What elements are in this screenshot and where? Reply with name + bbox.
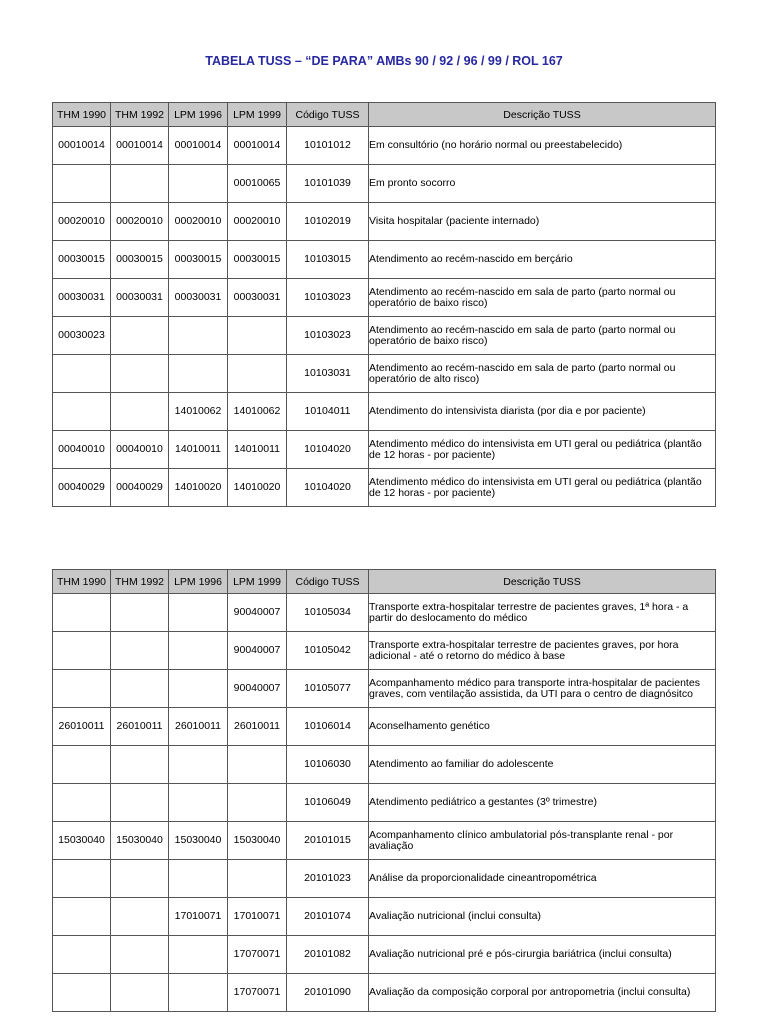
codigo-tuss-cell: 10106049 xyxy=(287,784,369,822)
lpm1999-cell: 14010062 xyxy=(228,393,287,431)
lpm1996-cell: 00020010 xyxy=(169,203,228,241)
table-row xyxy=(53,317,716,355)
thm1990-cell xyxy=(53,746,111,784)
lpm1996-cell xyxy=(169,355,228,393)
descricao-tuss-cell: Atendimento ao recém-nascido em berçário xyxy=(369,241,716,279)
codigo-tuss-cell: 10103023 xyxy=(287,317,369,355)
descricao-tuss-cell: Análise da proporcionalidade cineantropométrica xyxy=(369,860,716,898)
col-header-thm1992: THM 1992 xyxy=(111,570,169,594)
thm1992-cell: 00040010 xyxy=(111,431,169,469)
thm1990-cell: 00040029 xyxy=(53,469,111,507)
col-header-thm1990: THM 1990 xyxy=(53,570,111,594)
table-row xyxy=(53,860,716,898)
table-row xyxy=(53,974,716,1012)
table-row xyxy=(53,203,716,241)
table-row xyxy=(53,241,716,279)
lpm1996-cell xyxy=(169,165,228,203)
lpm1999-cell: 17070071 xyxy=(228,936,287,974)
codigo-tuss-cell: 20101023 xyxy=(287,860,369,898)
lpm1996-cell xyxy=(169,784,228,822)
descricao-tuss-cell: Acompanhamento clínico ambulatorial pós-transplante renal - por avaliação xyxy=(369,822,716,860)
descricao-tuss-cell: Atendimento ao recém-nascido em sala de parto (parto normal ou operatório de alto risco) xyxy=(369,355,716,393)
lpm1996-cell: 26010011 xyxy=(169,708,228,746)
descricao-tuss-cell: Transporte extra-hospitalar terrestre de pacientes graves, 1ª hora - a partir do deslocamento do médico xyxy=(369,594,716,632)
col-header-codigo-tuss: Código TUSS xyxy=(287,570,369,594)
codigo-tuss-cell: 10104020 xyxy=(287,469,369,507)
lpm1996-cell: 14010011 xyxy=(169,431,228,469)
page-title: TABELA TUSS – “DE PARA” AMBs 90 / 92 / 96 / 99 / ROL 167 xyxy=(205,54,563,68)
col-header-thm1990: THM 1990 xyxy=(53,103,111,127)
thm1992-cell xyxy=(111,393,169,431)
descricao-tuss-cell: Em consultório (no horário normal ou preestabelecido) xyxy=(369,127,716,165)
thm1992-cell xyxy=(111,594,169,632)
thm1990-cell: 00030031 xyxy=(53,279,111,317)
lpm1999-cell: 15030040 xyxy=(228,822,287,860)
lpm1999-cell: 00020010 xyxy=(228,203,287,241)
descricao-tuss-cell: Atendimento médico do intensivista em UTI geral ou pediátrica (plantão de 12 horas - por paciente) xyxy=(369,431,716,469)
lpm1999-cell: 00010065 xyxy=(228,165,287,203)
thm1990-cell xyxy=(53,898,111,936)
col-header-thm1992: THM 1992 xyxy=(111,103,169,127)
descricao-tuss-cell: Visita hospitalar (paciente internado) xyxy=(369,203,716,241)
thm1992-cell: 00010014 xyxy=(111,127,169,165)
codigo-tuss-cell: 10104020 xyxy=(287,431,369,469)
thm1992-cell xyxy=(111,860,169,898)
lpm1999-cell xyxy=(228,746,287,784)
lpm1999-cell: 00030031 xyxy=(228,279,287,317)
col-header-descricao-tuss: Descrição TUSS xyxy=(369,103,716,127)
lpm1996-cell xyxy=(169,317,228,355)
lpm1999-cell xyxy=(228,784,287,822)
lpm1999-cell: 14010020 xyxy=(228,469,287,507)
col-header-lpm1996: LPM 1996 xyxy=(169,570,228,594)
table-row xyxy=(53,165,716,203)
thm1990-cell xyxy=(53,860,111,898)
codigo-tuss-cell: 20101090 xyxy=(287,974,369,1012)
thm1992-cell xyxy=(111,936,169,974)
table-row xyxy=(53,784,716,822)
table-row xyxy=(53,746,716,784)
table-row xyxy=(53,393,716,431)
lpm1999-cell xyxy=(228,355,287,393)
descricao-tuss-cell: Avaliação nutricional (inclui consulta) xyxy=(369,898,716,936)
thm1990-cell: 00020010 xyxy=(53,203,111,241)
codigo-tuss-cell: 10101039 xyxy=(287,165,369,203)
lpm1996-cell: 14010062 xyxy=(169,393,228,431)
table-row xyxy=(53,670,716,708)
thm1992-cell xyxy=(111,670,169,708)
lpm1999-cell: 17010071 xyxy=(228,898,287,936)
codigo-tuss-cell: 20101074 xyxy=(287,898,369,936)
lpm1996-cell: 17010071 xyxy=(169,898,228,936)
codigo-tuss-cell: 10105034 xyxy=(287,594,369,632)
descricao-tuss-cell: Avaliação da composição corporal por antropometria (inclui consulta) xyxy=(369,974,716,1012)
descricao-tuss-cell: Acompanhamento médico para transporte intra-hospitalar de pacientes graves, com ventilação assistida, da UTI para o centro de diagnósitco xyxy=(369,670,716,708)
lpm1996-cell xyxy=(169,746,228,784)
thm1990-cell xyxy=(53,632,111,670)
col-header-lpm1999: LPM 1999 xyxy=(228,103,287,127)
lpm1996-cell: 00030031 xyxy=(169,279,228,317)
codigo-tuss-cell: 10105077 xyxy=(287,670,369,708)
thm1992-cell: 00030015 xyxy=(111,241,169,279)
thm1990-cell xyxy=(53,165,111,203)
lpm1999-cell: 26010011 xyxy=(228,708,287,746)
table-row xyxy=(53,708,716,746)
thm1990-cell: 00030015 xyxy=(53,241,111,279)
codigo-tuss-cell: 10105042 xyxy=(287,632,369,670)
descricao-tuss-cell: Atendimento ao recém-nascido em sala de parto (parto normal ou operatório de baixo risco) xyxy=(369,279,716,317)
table-row xyxy=(53,355,716,393)
codigo-tuss-cell: 10106030 xyxy=(287,746,369,784)
thm1990-cell xyxy=(53,594,111,632)
thm1992-cell xyxy=(111,632,169,670)
col-header-codigo-tuss: Código TUSS xyxy=(287,103,369,127)
lpm1999-cell xyxy=(228,317,287,355)
lpm1999-cell: 17070071 xyxy=(228,974,287,1012)
thm1992-cell: 00020010 xyxy=(111,203,169,241)
lpm1996-cell xyxy=(169,860,228,898)
descricao-tuss-cell: Em pronto socorro xyxy=(369,165,716,203)
thm1990-cell xyxy=(53,355,111,393)
codigo-tuss-cell: 10103023 xyxy=(287,279,369,317)
thm1990-cell xyxy=(53,670,111,708)
lpm1996-cell xyxy=(169,936,228,974)
table-row xyxy=(53,127,716,165)
thm1990-cell: 00030023 xyxy=(53,317,111,355)
thm1990-cell xyxy=(53,784,111,822)
thm1992-cell xyxy=(111,355,169,393)
thm1992-cell xyxy=(111,317,169,355)
thm1992-cell xyxy=(111,746,169,784)
descricao-tuss-cell: Atendimento médico do intensivista em UTI geral ou pediátrica (plantão de 12 horas - por paciente) xyxy=(369,469,716,507)
lpm1999-cell: 90040007 xyxy=(228,632,287,670)
lpm1996-cell: 00030015 xyxy=(169,241,228,279)
table-row xyxy=(53,936,716,974)
table-row xyxy=(53,822,716,860)
thm1990-cell: 00040010 xyxy=(53,431,111,469)
descricao-tuss-cell: Atendimento do intensivista diarista (por dia e por paciente) xyxy=(369,393,716,431)
col-header-lpm1999: LPM 1999 xyxy=(228,570,287,594)
lpm1996-cell xyxy=(169,974,228,1012)
thm1992-cell xyxy=(111,974,169,1012)
thm1992-cell: 26010011 xyxy=(111,708,169,746)
codigo-tuss-cell: 10106014 xyxy=(287,708,369,746)
codigo-tuss-cell: 10103015 xyxy=(287,241,369,279)
lpm1999-cell: 14010011 xyxy=(228,431,287,469)
col-header-descricao-tuss: Descrição TUSS xyxy=(369,570,716,594)
thm1990-cell xyxy=(53,393,111,431)
table-row xyxy=(53,898,716,936)
table-row xyxy=(53,279,716,317)
codigo-tuss-cell: 10102019 xyxy=(287,203,369,241)
thm1992-cell: 00030031 xyxy=(111,279,169,317)
thm1990-cell: 00010014 xyxy=(53,127,111,165)
table-header-row xyxy=(53,570,716,594)
lpm1999-cell: 00010014 xyxy=(228,127,287,165)
descricao-tuss-cell: Aconselhamento genético xyxy=(369,708,716,746)
codigo-tuss-cell: 10101012 xyxy=(287,127,369,165)
lpm1999-cell: 90040007 xyxy=(228,594,287,632)
thm1990-cell xyxy=(53,974,111,1012)
thm1990-cell: 26010011 xyxy=(53,708,111,746)
lpm1996-cell xyxy=(169,670,228,708)
lpm1999-cell xyxy=(228,860,287,898)
lpm1996-cell: 14010020 xyxy=(169,469,228,507)
lpm1999-cell: 90040007 xyxy=(228,670,287,708)
lpm1996-cell xyxy=(169,632,228,670)
table-row xyxy=(53,594,716,632)
lpm1996-cell: 00010014 xyxy=(169,127,228,165)
descricao-tuss-cell: Atendimento pediátrico a gestantes (3º trimestre) xyxy=(369,784,716,822)
codigo-tuss-cell: 20101082 xyxy=(287,936,369,974)
lpm1996-cell: 15030040 xyxy=(169,822,228,860)
codigo-tuss-cell: 20101015 xyxy=(287,822,369,860)
thm1992-cell xyxy=(111,898,169,936)
table-row xyxy=(53,469,716,507)
tuss-table-2 xyxy=(52,569,716,1012)
thm1992-cell: 00040029 xyxy=(111,469,169,507)
thm1992-cell xyxy=(111,165,169,203)
thm1990-cell xyxy=(53,936,111,974)
codigo-tuss-cell: 10104011 xyxy=(287,393,369,431)
descricao-tuss-cell: Transporte extra-hospitalar terrestre de pacientes graves, por hora adicional - até o retorno do médico à base xyxy=(369,632,716,670)
tuss-table-1 xyxy=(52,102,716,507)
table-header-row xyxy=(53,103,716,127)
thm1992-cell xyxy=(111,784,169,822)
descricao-tuss-cell: Avaliação nutricional pré e pós-cirurgia bariátrica (inclui consulta) xyxy=(369,936,716,974)
thm1992-cell: 15030040 xyxy=(111,822,169,860)
lpm1999-cell: 00030015 xyxy=(228,241,287,279)
thm1990-cell: 15030040 xyxy=(53,822,111,860)
lpm1996-cell xyxy=(169,594,228,632)
descricao-tuss-cell: Atendimento ao recém-nascido em sala de parto (parto normal ou operatório de baixo risco) xyxy=(369,317,716,355)
table-row xyxy=(53,632,716,670)
codigo-tuss-cell: 10103031 xyxy=(287,355,369,393)
col-header-lpm1996: LPM 1996 xyxy=(169,103,228,127)
table-row xyxy=(53,431,716,469)
descricao-tuss-cell: Atendimento ao familiar do adolescente xyxy=(369,746,716,784)
